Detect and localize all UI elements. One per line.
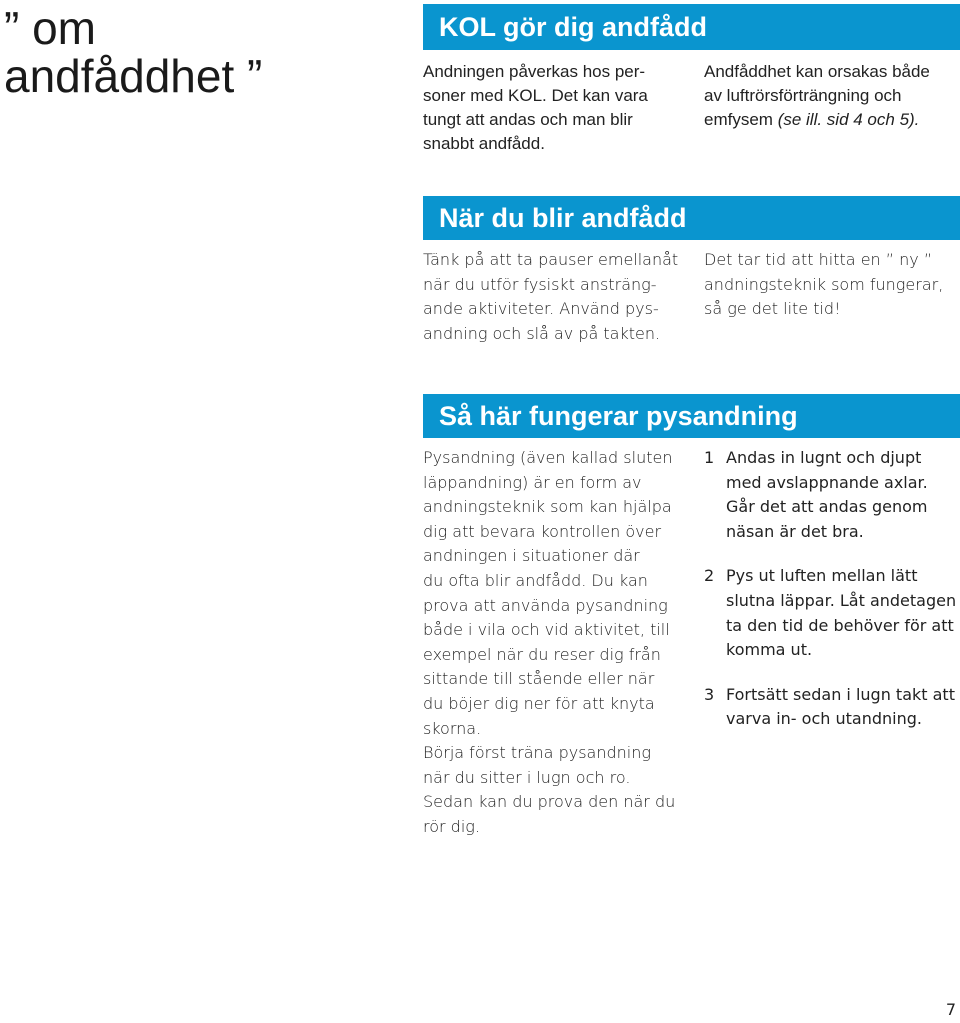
page-title-line-1: ” om [4,2,96,54]
page-title [4,4,262,100]
section-heading-kol: KOL gör dig andfådd [423,4,960,50]
step-number: 2 [704,566,715,586]
step-item [704,446,960,544]
step-item [704,683,960,732]
illustration-reference: (se ill. sid 4 och 5). [777,110,920,129]
step-number: 3 [704,684,715,704]
section-andfadd-right-text: Det tar tid att hitta en ” ny ” andningsteknik som fungerar, så ge det lite tid! [704,250,944,319]
section-heading-pysandning: Så här fungerar pysandning [423,394,960,438]
section-kol-left-text: Andningen påverkas hos per- soner med KOL. Det kan vara tungt att andas och man blir snabbt andfådd. [423,62,648,153]
step-text: Pys ut luften mellan lätt slutna läppar. Låt andetagen ta den tid de behöver för att komma ut. [726,566,957,660]
section-pysandning-text: Pysandning (även kallad sluten läppandning) är en form av andningsteknik som kan hjälpa dig att bevara kontrollen över andningen i situationer där du ofta blir andfådd. Du kan prova att använda pysandning både i vila och vid aktivitet, till exempel när du reser dig från sittande till stående eller när du böjer dig ner för att knyta skorna. Börja först träna pysandning när du sitter i lugn och ro. Sedan kan du prova den när du rör dig. [423,448,676,836]
section-kol-right-body: Andfåddhet kan orsakas både av luftrörsförträngning och emfysem [704,62,930,129]
step-number: 1 [704,448,715,467]
section-kol-right-text [704,60,960,132]
step-text: Andas in lugnt och djupt med avslappnande axlar. Går det att andas genom näsan är det bra. [726,448,928,541]
page-title-line-2: andfåddhet ” [4,50,263,102]
section-andfadd-left-text: Tänk på att ta pauser emellanåt när du utför fysiskt ansträng- ande aktiviteter. Använd pys- andning och slå av på takten. [423,250,679,343]
step-text: Fortsätt sedan i lugn takt att varva in- och utandning. [726,684,955,729]
section-heading-andfadd: När du blir andfådd [423,196,960,240]
pysandning-steps-list [704,446,960,752]
step-item [704,564,960,662]
page-number: 7 [945,1000,956,1019]
